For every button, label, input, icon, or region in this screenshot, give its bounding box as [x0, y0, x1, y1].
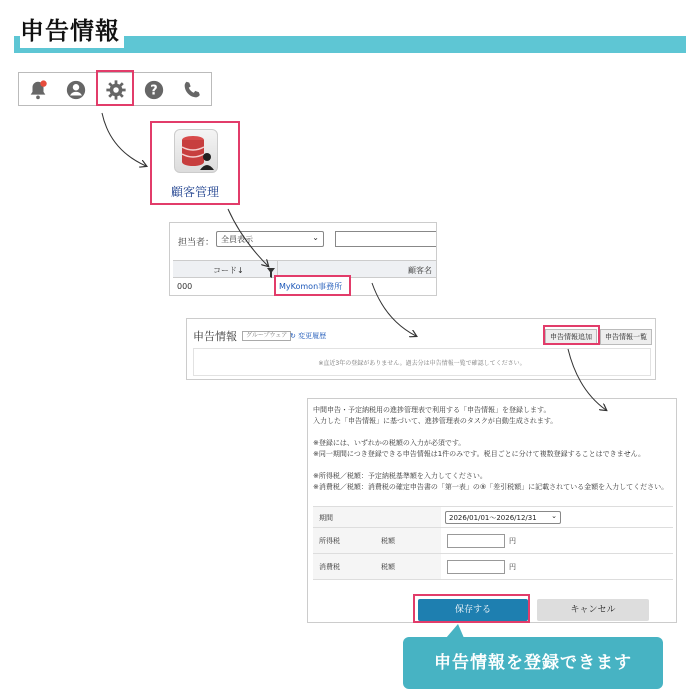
- chevron-down-icon: ⌄: [312, 233, 319, 242]
- cancel-button[interactable]: キャンセル: [537, 599, 649, 621]
- column-header-code[interactable]: コード↓: [213, 266, 244, 275]
- page-title: 申告情報: [20, 14, 124, 48]
- save-button[interactable]: 保存する: [418, 599, 528, 621]
- user-icon[interactable]: [57, 73, 95, 107]
- tax-info-title: 申告情報: [193, 330, 237, 343]
- period-label: 期間: [319, 514, 333, 522]
- income-tax-row: [313, 528, 673, 554]
- notice-box: [193, 348, 651, 376]
- assignee-filter-label: 担当者：: [178, 238, 215, 248]
- instruction-line: 中間申告・予定納税用の進捗管理表で利用する「申告情報」を登録します。: [313, 406, 551, 414]
- instruction-line: ※消費税／税額：消費税の確定申告書の「第一表」の⑨「差引税額」に記載されている金額を入力してください。: [313, 483, 669, 491]
- help-icon[interactable]: [135, 73, 173, 107]
- income-tax-unit: 円: [509, 537, 516, 545]
- callout-tail: [446, 624, 464, 638]
- add-tax-info-button[interactable]: 申告情報追加: [545, 329, 597, 345]
- search-input[interactable]: [335, 231, 437, 247]
- income-tax-amount-label: 税額: [381, 537, 395, 545]
- consumption-tax-row: [313, 554, 673, 580]
- table-row-code: 000: [177, 282, 193, 291]
- income-tax-input[interactable]: [447, 534, 505, 548]
- client-name-link[interactable]: MyKomon事務所: [279, 282, 343, 291]
- save-button-highlight: [413, 594, 530, 623]
- column-header-name[interactable]: 顧客名: [408, 266, 432, 275]
- no-records-notice: ※直近3年の登録がありません。過去分は申告情報一覧で確認してください。: [318, 360, 526, 367]
- gear-highlight: [96, 70, 134, 106]
- client-name-highlight: [274, 275, 351, 296]
- consumption-tax-amount-label: 税額: [381, 563, 395, 571]
- instruction-line: ※所得税／税額：予定納税基準額を入力してください。: [313, 472, 487, 480]
- bell-icon[interactable]: [19, 73, 57, 107]
- assignee-filter-select[interactable]: [216, 231, 324, 247]
- svg-text:?: ?: [150, 83, 158, 99]
- chevron-down-icon: ⌄: [551, 512, 557, 520]
- instruction-line: 入力した「申告情報」に基づいて、進捗管理表のタスクが自動生成されます。: [313, 417, 558, 425]
- period-value: 2026/01/01～2026/12/31: [449, 514, 537, 522]
- consumption-tax-input[interactable]: [447, 560, 505, 574]
- change-history-link[interactable]: ↻ 変更履歴: [290, 332, 327, 340]
- arrow-gear-to-client: [102, 113, 146, 166]
- tax-info-form: [307, 398, 677, 623]
- database-user-icon: [174, 129, 218, 173]
- add-button-highlight: [543, 325, 600, 345]
- phone-icon[interactable]: [173, 73, 211, 107]
- income-tax-label: 所得税: [319, 537, 340, 545]
- period-row: [313, 506, 673, 528]
- client-management-label: 顧客管理: [170, 185, 219, 199]
- instruction-line: ※登録には、いずれかの税額の入力が必須です。: [313, 439, 466, 447]
- instruction-line: ※同一期間につき登録できる申告情報は1件のみです。税目ごとに分けて複数登録することはできません。: [313, 450, 646, 458]
- consumption-tax-label: 消費税: [319, 563, 340, 571]
- groupware-badge: グループウェア: [242, 331, 291, 341]
- assignee-filter-value: 全員表示: [221, 235, 253, 244]
- consumption-tax-unit: 円: [509, 563, 516, 571]
- client-management-tile[interactable]: [150, 121, 240, 205]
- callout-banner: 申告情報を登録できます: [403, 637, 663, 689]
- change-history-label: 変更履歴: [298, 332, 327, 340]
- tax-info-list-button[interactable]: 申告情報一覧: [600, 329, 652, 345]
- period-select[interactable]: [445, 511, 561, 524]
